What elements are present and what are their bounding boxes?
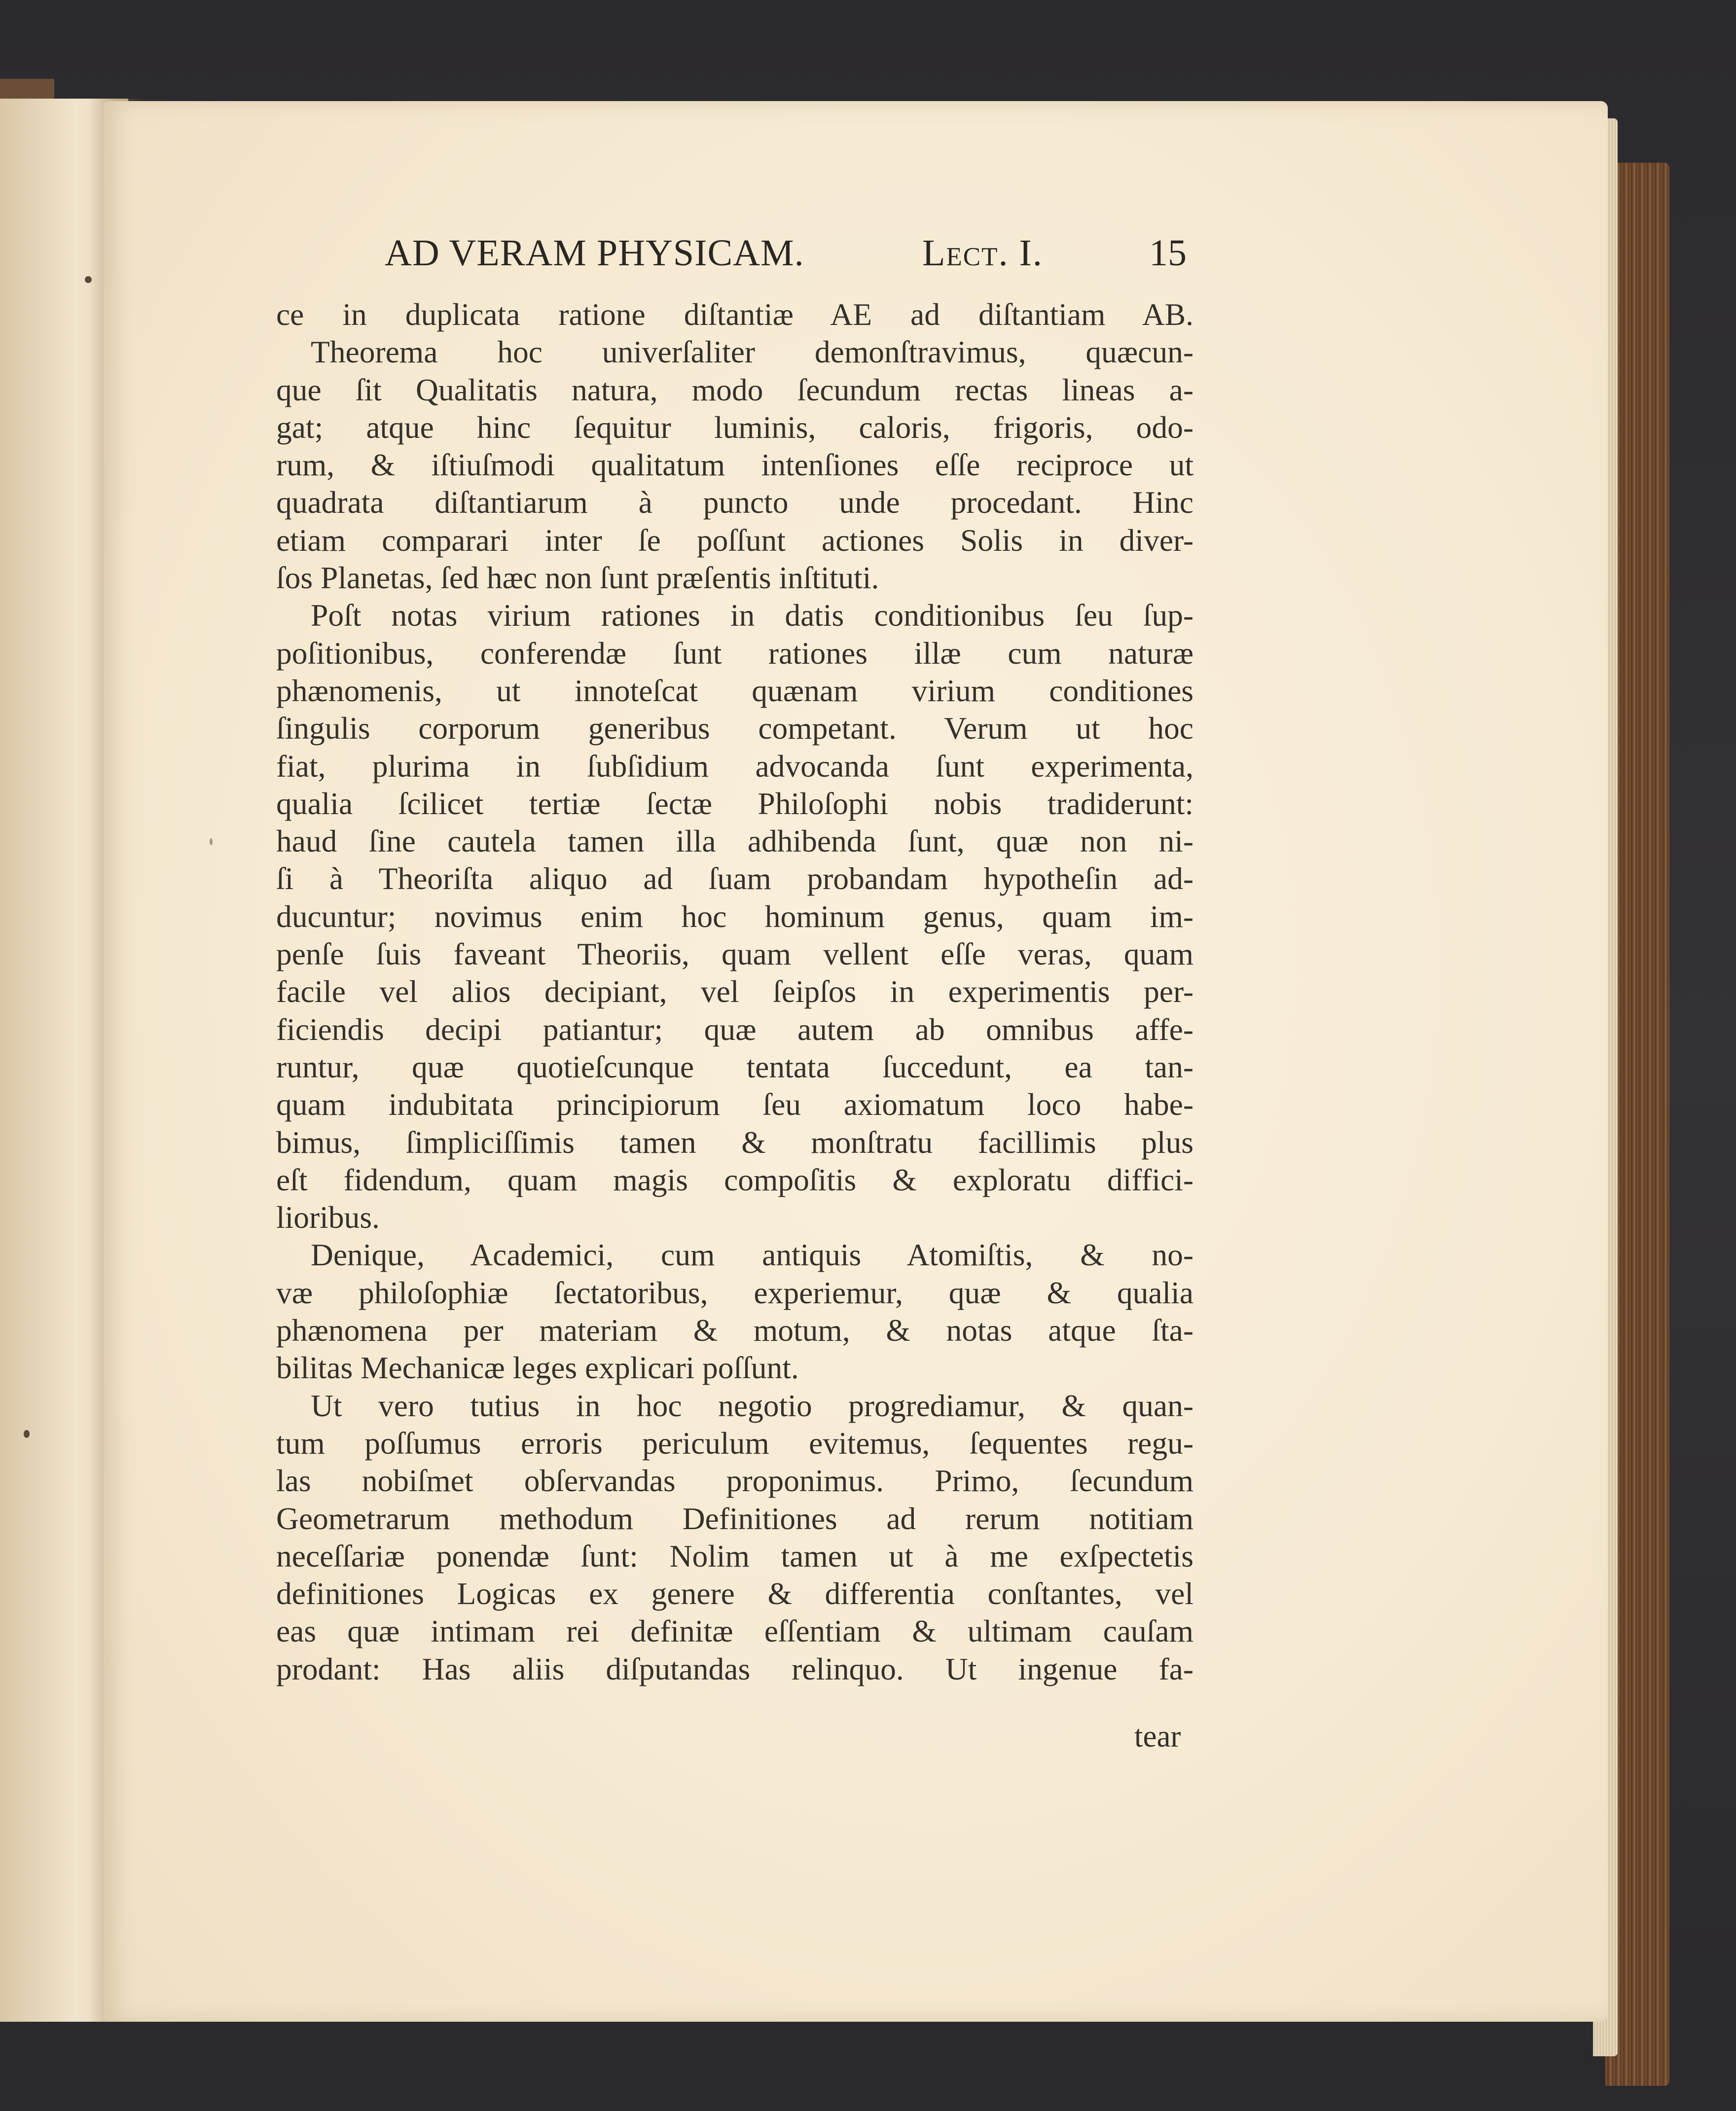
page-speck [210, 838, 213, 845]
text-line: prodant: Has aliis diſputandas relinquo. Ut ingenue fa- [276, 1651, 1194, 1686]
text-line: fiat, plurima in ſubſidium advocanda ſunt experimenta, [276, 748, 1194, 784]
text-line: ſingulis corporum generibus competant. Verum ut hoc [276, 711, 1194, 746]
text-line: ficiendis decipi patiantur; quæ autem ab omnibus affe- [276, 1011, 1194, 1047]
text-line: quam indubitata principiorum ſeu axiomatum loco habe- [276, 1087, 1194, 1122]
text-line: Theorema hoc univerſaliter demonſtravimus, quæcun- [311, 334, 1194, 370]
text-line: eſt fidendum, quam magis compoſitis & exploratu diffici- [276, 1162, 1194, 1197]
text-line: ducuntur; novimus enim hoc hominum genus, quam im- [276, 898, 1194, 934]
text-line: etiam comparari inter ſe poſſunt actiones Solis in diver- [276, 522, 1194, 558]
text-line: qualia ſcilicet tertiæ ſectæ Philoſophi nobis tradiderunt: [276, 786, 1194, 821]
running-head [385, 232, 1194, 286]
text-line: poſitionibus, conferendæ ſunt rationes illæ cum naturæ [276, 635, 1194, 671]
text-line: ce in duplicata ratione diſtantiæ AE ad diſtantiam AB. [276, 297, 1194, 332]
page-number: 15 [1149, 232, 1187, 274]
text-line: que ſit Qualitatis natura, modo ſecundum rectas lineas a- [276, 372, 1194, 407]
running-head-title: AD VERAM PHYSICAM. [385, 232, 804, 274]
running-head-section: Lect. I. [922, 232, 1043, 274]
text-line: bimus, ſimpliciſſimis tamen & monſtratu facillimis plus [276, 1124, 1194, 1160]
text-line: bilitas Mechanicæ leges explicari poſſunt. [276, 1350, 799, 1386]
text-line: gat; atque hinc ſequitur luminis, caloris, frigoris, odo- [276, 409, 1194, 445]
text-line: Geometrarum methodum Definitiones ad rerum notitiam [276, 1501, 1194, 1536]
text-line: phænomena per materiam & motum, & notas atque ſta- [276, 1313, 1194, 1348]
text-line: facile vel alios decipiant, vel ſeipſos in experimentis per- [276, 974, 1194, 1009]
page-speck [85, 276, 92, 283]
text-line: las nobiſmet obſervandas proponimus. Primo, ſecundum [276, 1463, 1194, 1499]
text-line: haud ſine cautela tamen illa adhibenda ſunt, quæ non ni- [276, 823, 1194, 859]
text-line: Ut vero tutius in hoc negotio progrediamur, & quan- [311, 1388, 1194, 1423]
text-line: quadrata diſtantiarum à puncto unde procedant. Hinc [276, 485, 1194, 520]
text-line: eas quæ intimam rei definitæ eſſentiam & ultimam cauſam [276, 1613, 1194, 1649]
text-line: tum poſſumus erroris periculum evitemus, ſequentes regu- [276, 1425, 1194, 1461]
text-line: væ philoſophiæ ſectatoribus, experiemur, quæ & qualia [276, 1275, 1194, 1310]
text-line: ſi à Theoriſta aliquo ad ſuam probandam hypotheſin ad- [276, 861, 1194, 896]
text-line: rum, & iſtiuſmodi qualitatum intenſiones eſſe reciproce ut [276, 447, 1194, 483]
text-line: definitiones Logicas ex genere & differentia conſtantes, vel [276, 1576, 1194, 1611]
text-line: runtur, quæ quotieſcunque tentata ſuccedunt, ea tan- [276, 1049, 1194, 1084]
body-text [276, 296, 1194, 1688]
text-line: Denique, Academici, cum antiquis Atomiſtis, & no- [311, 1237, 1194, 1273]
page-speck [24, 1430, 30, 1438]
text-line: Poſt notas virium rationes in datis conditionibus ſeu ſup- [311, 598, 1194, 633]
text-line: ſos Planetas, ſed hæc non ſunt præſentis inſtituti. [276, 560, 879, 596]
text-line: lioribus. [276, 1200, 380, 1235]
catchword: tear [1134, 1719, 1181, 1753]
text-line: phænomenis, ut innoteſcat quænam virium conditiones [276, 673, 1194, 708]
text-line: penſe ſuis faveant Theoriis, quam vellent eſſe veras, quam [276, 936, 1194, 972]
text-line: neceſſariæ ponendæ ſunt: Nolim tamen ut à me exſpectetis [276, 1538, 1194, 1574]
